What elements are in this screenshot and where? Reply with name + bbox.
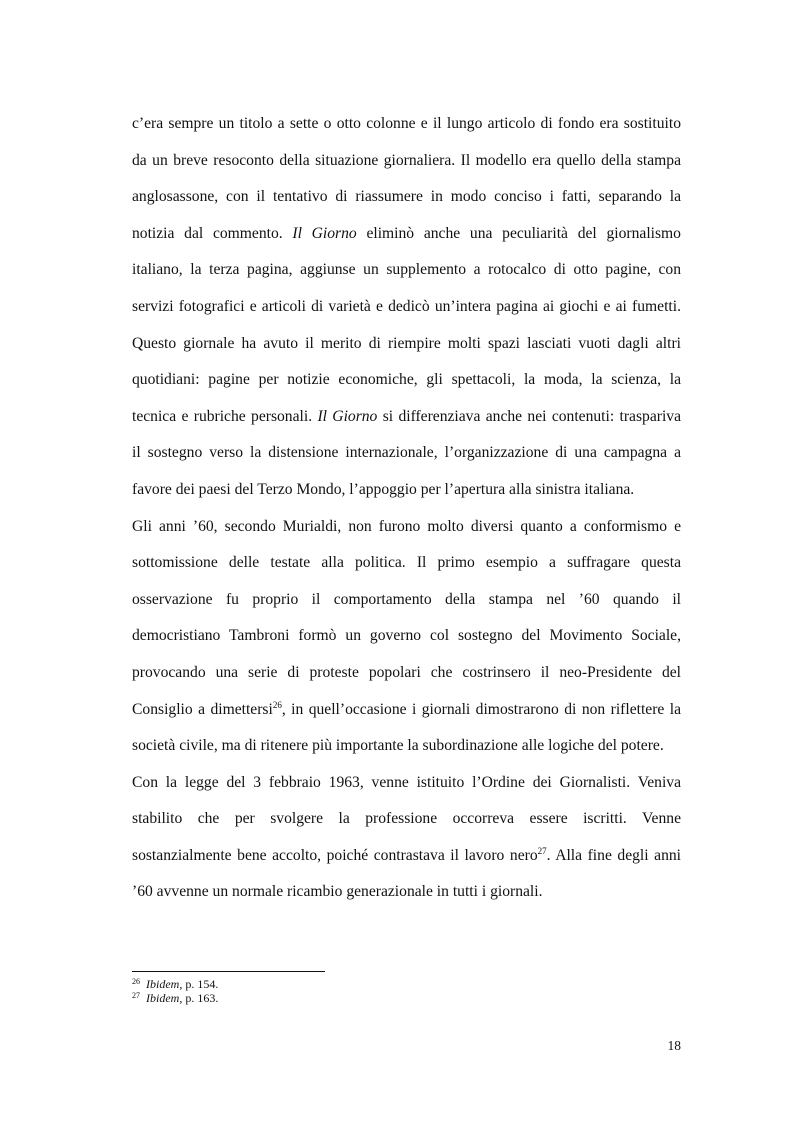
text-line: [132, 399, 681, 436]
footnote-marker: 27: [537, 845, 547, 856]
text-line: [132, 618, 681, 655]
text-run: si differenziava anche nei contenuti: traspariva: [377, 407, 681, 425]
text-run: favore dei paesi del Terzo Mondo, l’appoggio per l’apertura alla sinistra italiana.: [132, 480, 635, 498]
text-line: [132, 582, 681, 619]
text-run: italiano, la terza pagina, aggiunse un supplemento a rotocalco di otto pagine, con: [132, 261, 681, 279]
text-line: [132, 838, 681, 875]
text-run: quotidiani: pagine per notizie economiche, gli spettacoli, la moda, la scienza, la: [132, 371, 681, 389]
text-line: [132, 326, 681, 363]
newspaper-title: Il Giorno: [317, 407, 378, 425]
text-line: [132, 801, 681, 838]
text-run: anglosassone, con il tentativo di riassumere in modo conciso i fatti, separando la: [132, 188, 681, 206]
text-run: sottomissione delle testate alla politica. Il primo esempio a suffragare questa: [132, 554, 681, 572]
text-run: Questo giornale ha avuto il merito di riempire molti spazi lasciati vuoti dagli altri: [132, 334, 681, 352]
text-line: [132, 362, 681, 399]
page-number: 18: [667, 1038, 681, 1053]
body-text: [132, 106, 681, 911]
text-line: [132, 143, 681, 180]
text-run: osservazione fu proprio il comportamento della stampa nel ’60 quando il: [132, 590, 681, 608]
footnote: [132, 977, 681, 991]
footnote-pages: p. 154.: [182, 977, 219, 991]
text-line: [132, 545, 681, 582]
footnote-pages: p. 163.: [182, 991, 219, 1005]
footnote: [132, 991, 681, 1005]
text-line: [132, 509, 681, 546]
newspaper-title: Il Giorno: [292, 224, 357, 242]
footnote-number: 27: [132, 991, 140, 1000]
text-run: stabilito che per svolgere la professione occorreva essere iscritti. Venne: [132, 810, 681, 828]
text-run: . Alla fine degli anni: [546, 846, 681, 864]
text-run: , in quell’occasione i giornali dimostrarono di non riflettere la: [281, 700, 681, 718]
text-line: [132, 289, 681, 326]
text-line: [132, 472, 681, 509]
footnote-source: Ibidem,: [146, 991, 183, 1005]
text-line: [132, 252, 681, 289]
text-run: notizia dal commento.: [132, 224, 293, 242]
footnote-separator: [132, 971, 325, 972]
footnote-number: 26: [132, 977, 140, 986]
text-run: sostanzialmente bene accolto, poiché contrastava il lavoro nero: [132, 846, 538, 864]
text-line: [132, 179, 681, 216]
text-line: [132, 692, 681, 729]
footnote-marker: 26: [272, 699, 282, 710]
text-line: [132, 106, 681, 143]
text-run: provocando una serie di proteste popolari che costrinsero il neo-Presidente del: [132, 663, 681, 681]
text-run: democristiano Tambroni formò un governo col sostegno del Movimento Sociale,: [132, 627, 681, 645]
text-line: [132, 728, 681, 765]
text-run: eliminò anche una peculiarità del giornalismo: [356, 224, 681, 242]
footnote-source: Ibidem,: [146, 977, 183, 991]
text-run: da un breve resoconto della situazione giornaliera. Il modello era quello della stampa: [132, 151, 681, 169]
text-line: [132, 874, 681, 911]
text-line: [132, 655, 681, 692]
text-run: Consiglio a dimettersi: [132, 700, 273, 718]
text-run: c’era sempre un titolo a sette o otto colonne e il lungo articolo di fondo era sostituito: [132, 115, 681, 132]
text-line: [132, 435, 681, 472]
text-run: Con la legge del 3 febbraio 1963, venne istituito l’Ordine dei Giornalisti. Veniva: [132, 773, 681, 791]
text-run: ’60 avvenne un normale ricambio generazionale in tutti i giornali.: [132, 883, 543, 901]
text-run: società civile, ma di ritenere più importante la subordinazione alle logiche del potere.: [132, 737, 664, 755]
text-run: il sostegno verso la distensione internazionale, l’organizzazione di una campagna a: [132, 444, 681, 462]
text-run: servizi fotografici e articoli di varietà e dedicò un’intera pagina ai giochi e ai fumetti.: [132, 297, 681, 315]
footnotes: [132, 977, 681, 1005]
text-line: [132, 765, 681, 802]
text-line: [132, 216, 681, 253]
text-run: Gli anni ’60, secondo Murialdi, non furono molto diversi quanto a conformismo e: [132, 517, 681, 535]
text-run: tecnica e rubriche personali.: [132, 407, 318, 425]
